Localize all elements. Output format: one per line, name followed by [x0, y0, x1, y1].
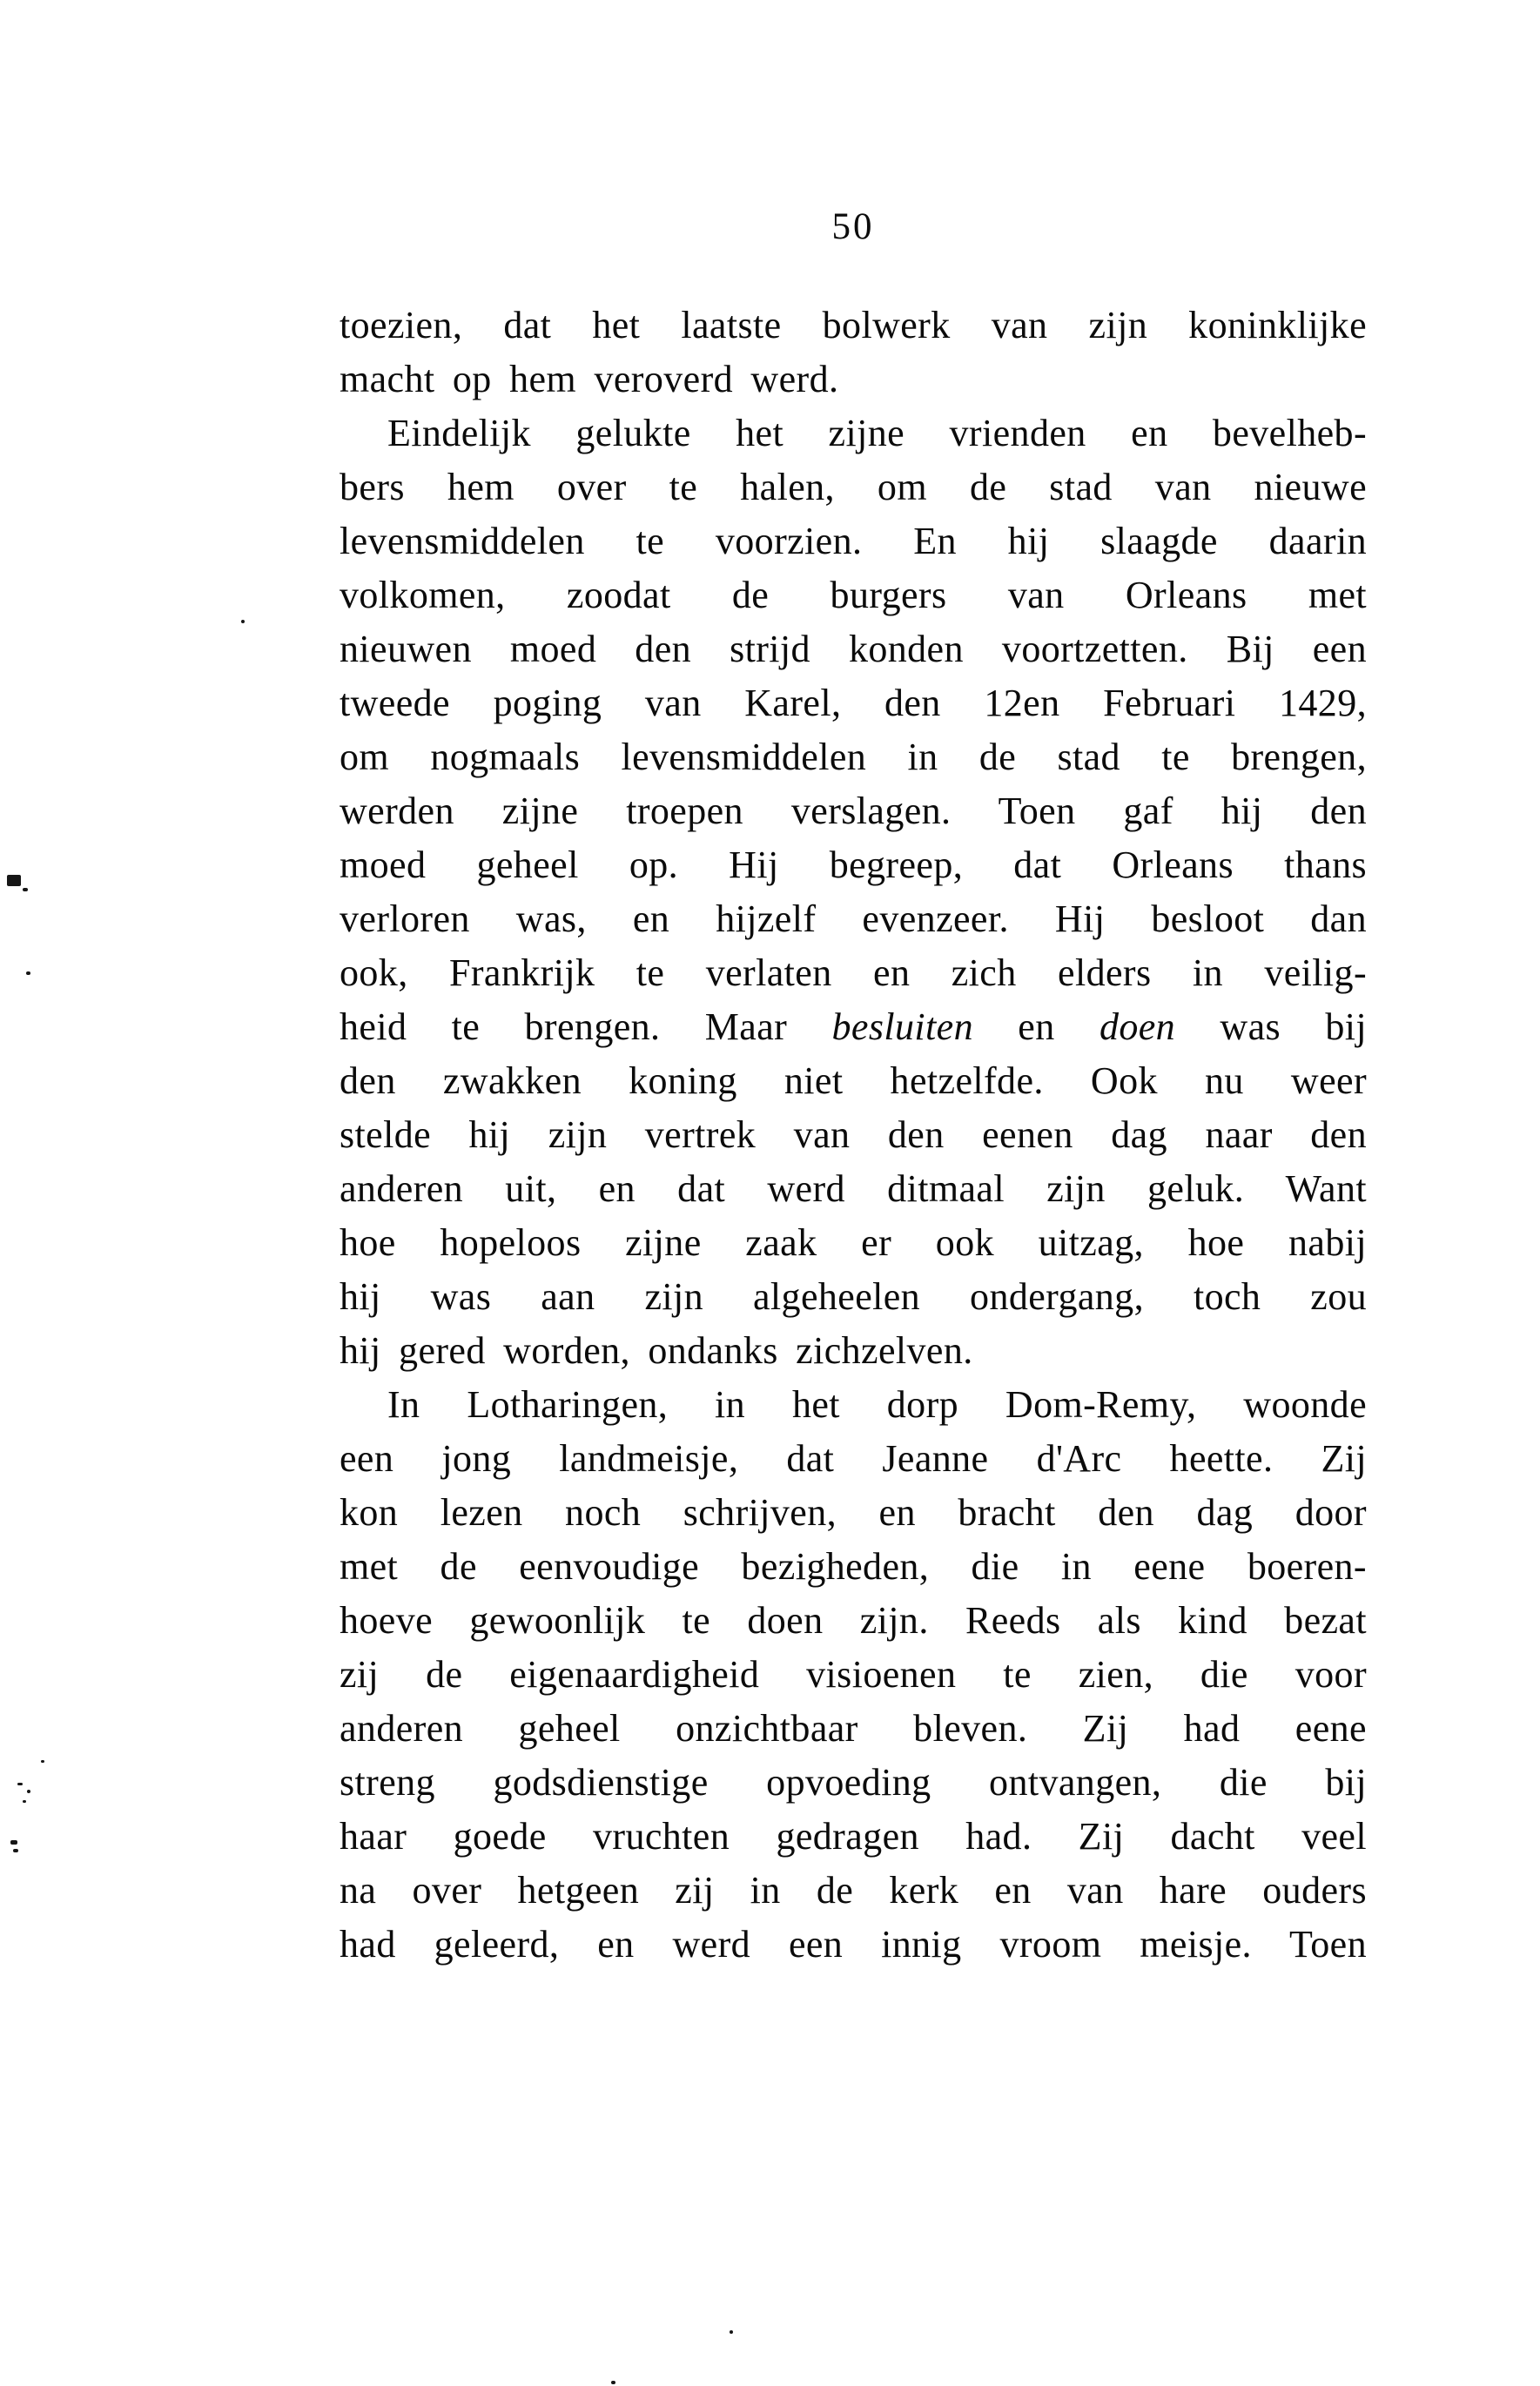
text-segment: nieuwen moed den strijd konden voortzetten. Bij een: [340, 628, 1367, 670]
text-segment: tweede poging van Karel, den 12en Februari 1429,: [340, 682, 1367, 724]
text-line: [340, 1486, 1367, 1540]
text-line: [340, 1054, 1367, 1108]
text-segment: Eindelijk gelukte het zijne vrienden en bevelheb-: [387, 412, 1367, 454]
text-line: [340, 1756, 1367, 1810]
text-segment: den zwakken koning niet hetzelfde. Ook nu weer: [340, 1059, 1367, 1102]
text-segment: macht op hem veroverd werd.: [340, 358, 839, 400]
ink-speck: [27, 1790, 30, 1793]
text-line: [340, 353, 1367, 407]
text-line: [340, 838, 1367, 892]
text-segment: streng godsdienstige opvoeding ontvangen, die bij: [340, 1761, 1367, 1804]
text-line: [340, 514, 1367, 568]
text-line: [340, 892, 1367, 946]
text-line: [340, 1378, 1367, 1432]
text-segment: werden zijne troepen verslagen. Toen gaf hij den: [340, 790, 1367, 832]
text-line: [340, 1540, 1367, 1594]
ink-speck: [7, 875, 21, 886]
text-segment: een jong landmeisje, dat Jeanne d'Arc heette. Zij: [340, 1437, 1367, 1480]
text-segment: bers hem over te halen, om de stad van nieuwe: [340, 466, 1367, 508]
text-line: [340, 568, 1367, 622]
text-segment: om nogmaals levensmiddelen in de stad te brengen,: [340, 736, 1367, 778]
text-line: [340, 1864, 1367, 1918]
text-segment: heid te brengen. Maar: [340, 1005, 832, 1048]
text-segment: had geleerd, en werd een innig vroom meisje. Toen: [340, 1923, 1367, 1966]
text-line: [340, 1432, 1367, 1486]
text-line: [340, 299, 1367, 353]
text-segment: en: [972, 1005, 1100, 1048]
text-line: [340, 784, 1367, 838]
text-segment: met de eenvoudige bezigheden, die in eene boeren-: [340, 1545, 1367, 1588]
text-line: [340, 946, 1367, 1000]
text-segment: levensmiddelen te voorzien. En hij slaagde daarin: [340, 520, 1367, 562]
ink-speck: [23, 888, 28, 891]
text-segment: hij was aan zijn algeheelen ondergang, toch zou: [340, 1275, 1367, 1318]
text-segment: In Lotharingen, in het dorp Dom-Remy, woonde: [387, 1383, 1367, 1426]
text-segment: verloren was, en hijzelf evenzeer. Hij besloot dan: [340, 897, 1367, 940]
text-line: [340, 1702, 1367, 1756]
text-line: [340, 676, 1367, 730]
text-line: [340, 1162, 1367, 1216]
text-segment: was bij: [1175, 1005, 1367, 1048]
ink-speck: [13, 1849, 18, 1852]
text-line: [340, 1918, 1367, 1972]
ink-speck: [26, 971, 30, 975]
text-segment: volkomen, zoodat de burgers van Orleans met: [340, 574, 1367, 616]
ink-speck: [611, 2381, 615, 2384]
text-segment: stelde hij zijn vertrek van den eenen dag naar den: [340, 1113, 1367, 1156]
text-segment: na over hetgeen zij in de kerk en van hare ouders: [340, 1869, 1367, 1912]
text-line: [340, 730, 1367, 784]
italic-text-segment: doen: [1099, 1005, 1176, 1048]
ink-speck: [10, 1840, 17, 1845]
text-line: [340, 622, 1367, 676]
ink-speck: [41, 1760, 44, 1763]
text-line: [340, 1810, 1367, 1864]
page-number: 50: [831, 206, 875, 247]
text-line: [340, 1324, 1367, 1378]
ink-speck: [730, 2330, 733, 2334]
text-segment: hij gered worden, ondanks zichzelven.: [340, 1329, 973, 1372]
text-line: [340, 1000, 1367, 1054]
text-segment: hoe hopeloos zijne zaak er ook uitzag, hoe nabij: [340, 1221, 1367, 1264]
text-block: [340, 299, 1367, 1972]
text-line: [340, 1108, 1367, 1162]
ink-speck: [23, 1800, 26, 1803]
text-line: [340, 407, 1367, 460]
text-segment: moed geheel op. Hij begreep, dat Orleans thans: [340, 844, 1367, 886]
text-line: [340, 1270, 1367, 1324]
text-segment: haar goede vruchten gedragen had. Zij dacht veel: [340, 1815, 1367, 1858]
text-line: [340, 460, 1367, 514]
ink-speck: [241, 620, 245, 623]
text-segment: anderen uit, en dat werd ditmaal zijn geluk. Want: [340, 1167, 1367, 1210]
text-segment: toezien, dat het laatste bolwerk van zijn koninklijke: [340, 304, 1367, 346]
text-segment: ook, Frankrijk te verlaten en zich elders in veilig-: [340, 951, 1367, 994]
text-line: [340, 1594, 1367, 1648]
text-line: [340, 1648, 1367, 1702]
ink-speck: [17, 1783, 23, 1785]
text-segment: kon lezen noch schrijven, en bracht den dag door: [340, 1491, 1367, 1534]
italic-text-segment: besluiten: [831, 1005, 973, 1048]
text-segment: anderen geheel onzichtbaar bleven. Zij had eene: [340, 1707, 1367, 1750]
text-segment: zij de eigenaardigheid visioenen te zien, die voor: [340, 1653, 1367, 1696]
text-line: [340, 1216, 1367, 1270]
text-segment: hoeve gewoonlijk te doen zijn. Reeds als kind bezat: [340, 1599, 1367, 1642]
